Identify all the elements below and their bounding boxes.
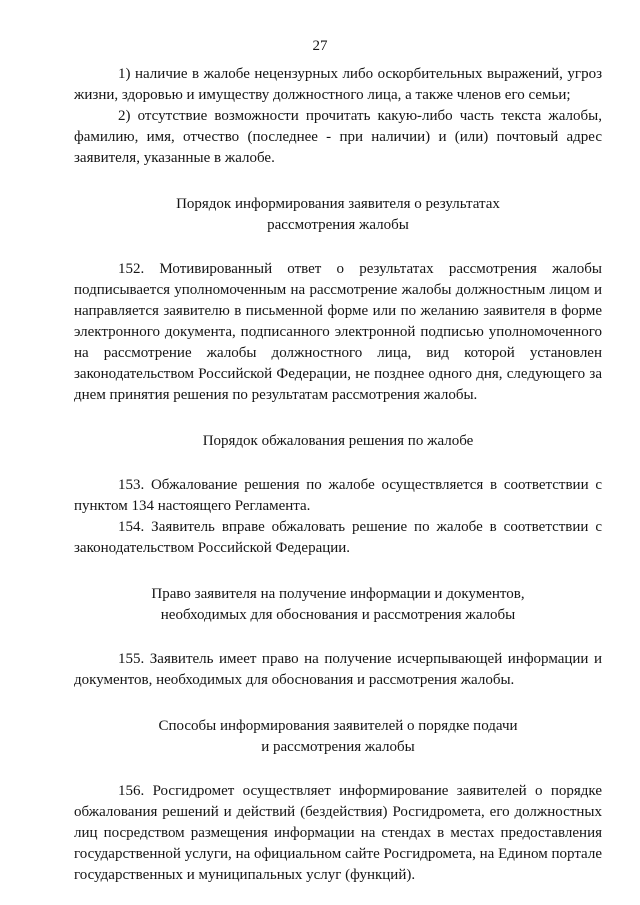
section-heading-right-to-information: [74, 584, 602, 626]
heading-line: Порядок информирования заявителя о результатах: [176, 196, 500, 212]
paragraph-155: 155. Заявитель имеет право на получение исчерпывающей информации и документов, необходимых для обоснования и рассмотрения жалобы.: [74, 651, 602, 688]
paragraph-153: 153. Обжалование решения по жалобе осуществляется в соответствии с пунктом 134 настоящего Регламента.: [74, 477, 602, 514]
heading-line: и рассмотрения жалобы: [261, 739, 415, 755]
paragraph-item-1: 1) наличие в жалобе нецензурных либо оскорбительных выражений, угроз жизни, здоровью и имуществу должностного лица, а также членов его семьи;: [74, 66, 602, 103]
heading-line: необходимых для обоснования и рассмотрения жалобы: [160, 607, 516, 623]
heading-line: рассмотрения жалобы: [267, 217, 409, 233]
page-number: 27: [312, 38, 328, 54]
document-body: [74, 64, 602, 886]
section-heading-informing: [74, 194, 602, 236]
heading-line: Право заявителя на получение информации и документов,: [151, 586, 525, 602]
paragraph-154: 154. Заявитель вправе обжаловать решение по жалобе в соответствии с законодательством Российской Федерации.: [74, 519, 602, 556]
heading-line: Способы информирования заявителей о порядке подачи: [158, 718, 518, 734]
section-heading-appeal: [74, 431, 602, 452]
section-heading-informing-methods: [74, 716, 602, 758]
heading-line: Порядок обжалования решения по жалобе: [202, 433, 474, 449]
paragraph-152: 152. Мотивированный ответ о результатах рассмотрения жалобы подписывается уполномоченным на рассмотрение жалобы должностным лицом и направляется заявителю в письменной форме или по желанию заявителя в форме электронного документа, подписанного электронной подписью уполномоченного на рассмотрение жалобы должностного лица, вид которой установлен законодательством Российской Федерации, не позднее одного дня, следующего за днем принятия решения по результатам рассмотрения жалобы.: [74, 261, 602, 403]
paragraph-156: 156. Росгидромет осуществляет информирование заявителей о порядке обжалования решений и действий (бездействия) Росгидромета, его должностных лиц посредством размещения информации на стендах в местах предоставления государственной услуги, на официальном сайте Росгидромета, на Едином портале государственных и муниципальных услуг (функций).: [74, 783, 602, 883]
paragraph-item-2: 2) отсутствие возможности прочитать какую-либо часть текста жалобы, фамилию, имя, отчество (последнее - при наличии) и (или) почтовый адрес заявителя, указанные в жалобе.: [74, 108, 602, 166]
